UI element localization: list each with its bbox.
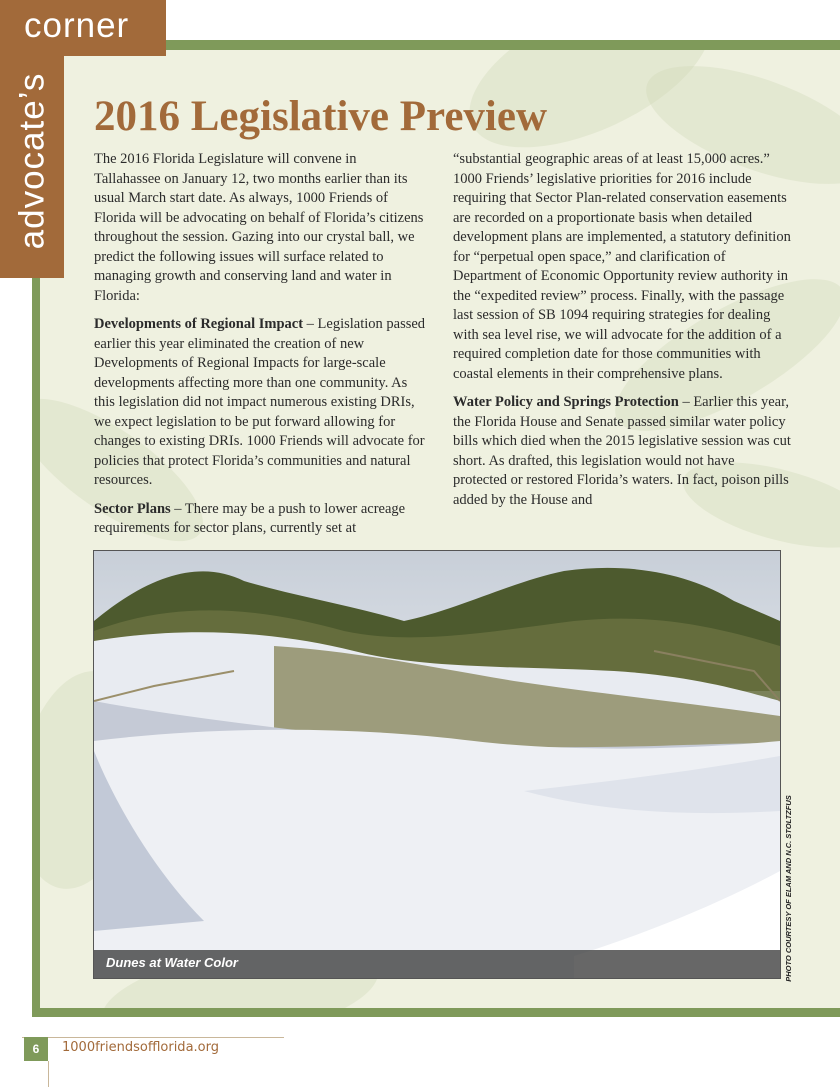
- photo-caption: Dunes at Water Color: [106, 955, 238, 970]
- section-label-corner: corner: [24, 6, 130, 45]
- paragraph-heading: Water Policy and Springs Protection: [453, 394, 679, 410]
- photo-caption-bar: [94, 950, 780, 978]
- page-number: 6: [24, 1037, 48, 1061]
- footer-rule-vertical: [48, 1061, 49, 1087]
- paragraph-water-policy: Water Policy and Springs Protection – Earlier this year, the Florida House and Senate passed similar water policy bills which died when the 2015 legislative session was cut short. As drafted, this legislation would not have protected or restored Florida’s waters. In fact, poison pills added by the House and: [453, 394, 791, 508]
- dunes-photo: [93, 550, 781, 979]
- photo-credit: [781, 794, 795, 982]
- article-title: 2016 Legislative Preview: [94, 93, 547, 140]
- dunes-illustration: [94, 551, 780, 978]
- website-link[interactable]: 1000friendsofflorida.org: [62, 1040, 219, 1055]
- paragraph-intro: The 2016 Florida Legislature will convene in Tallahassee on January 12, two months earlier than its usual March start date. As always, 1000 Friends of Florida will be advocating on behalf of Florida’s citizens throughout the session. Gazing into our crystal ball, we predict the following issues will surface related to managing growth and conserving land and water in Florida:: [94, 151, 424, 304]
- footer-rule: [22, 1037, 284, 1038]
- photo-credit-text: PHOTO COURTESY OF ELAM AND N.C. STOLTZFUS: [783, 794, 793, 982]
- paragraph-heading: Developments of Regional Impact: [94, 316, 304, 332]
- paragraph-sector-plans: Sector Plans – There may be a push to lower acreage requirements for sector plans, currently set at: [94, 500, 406, 536]
- section-label-advocates: [0, 58, 64, 264]
- article-column-left: [94, 150, 426, 548]
- section-label-advocates-text: advocate’s: [12, 72, 52, 250]
- paragraph-sector-plans-cont: “substantial geographic areas of at least 15,000 acres.” 1000 Friends’ legislative priorities for 2016 include requiring that Sector Plan-related conservation easements are recorded on a proportionate basis when detailed development plans are implemented, a statutory definition for “perpetual open space,” and clarification of Department of Economic Opportunity review authority in the “expedited review” process. Finally, with the passage last session of SB 1094 requiring strategies for dealing with sea level rise, we will advocate for the addition of a required completion date for those communities with coastal elements in their comprehensive plans.: [453, 151, 791, 382]
- article-column-right: [453, 150, 791, 519]
- paragraph-dri: Developments of Regional Impact – Legislation passed earlier this year eliminated the creation of new Developments of Regional Impacts for large-scale developments affecting more than one community. As this legislation did not impact numerous existing DRIs, we expect legislation to be put forward allowing for changes to existing DRIs. 1000 Friends will advocate for policies that protect Florida’s communities and natural resources.: [94, 316, 426, 488]
- paragraph-heading: Sector Plans: [94, 500, 171, 517]
